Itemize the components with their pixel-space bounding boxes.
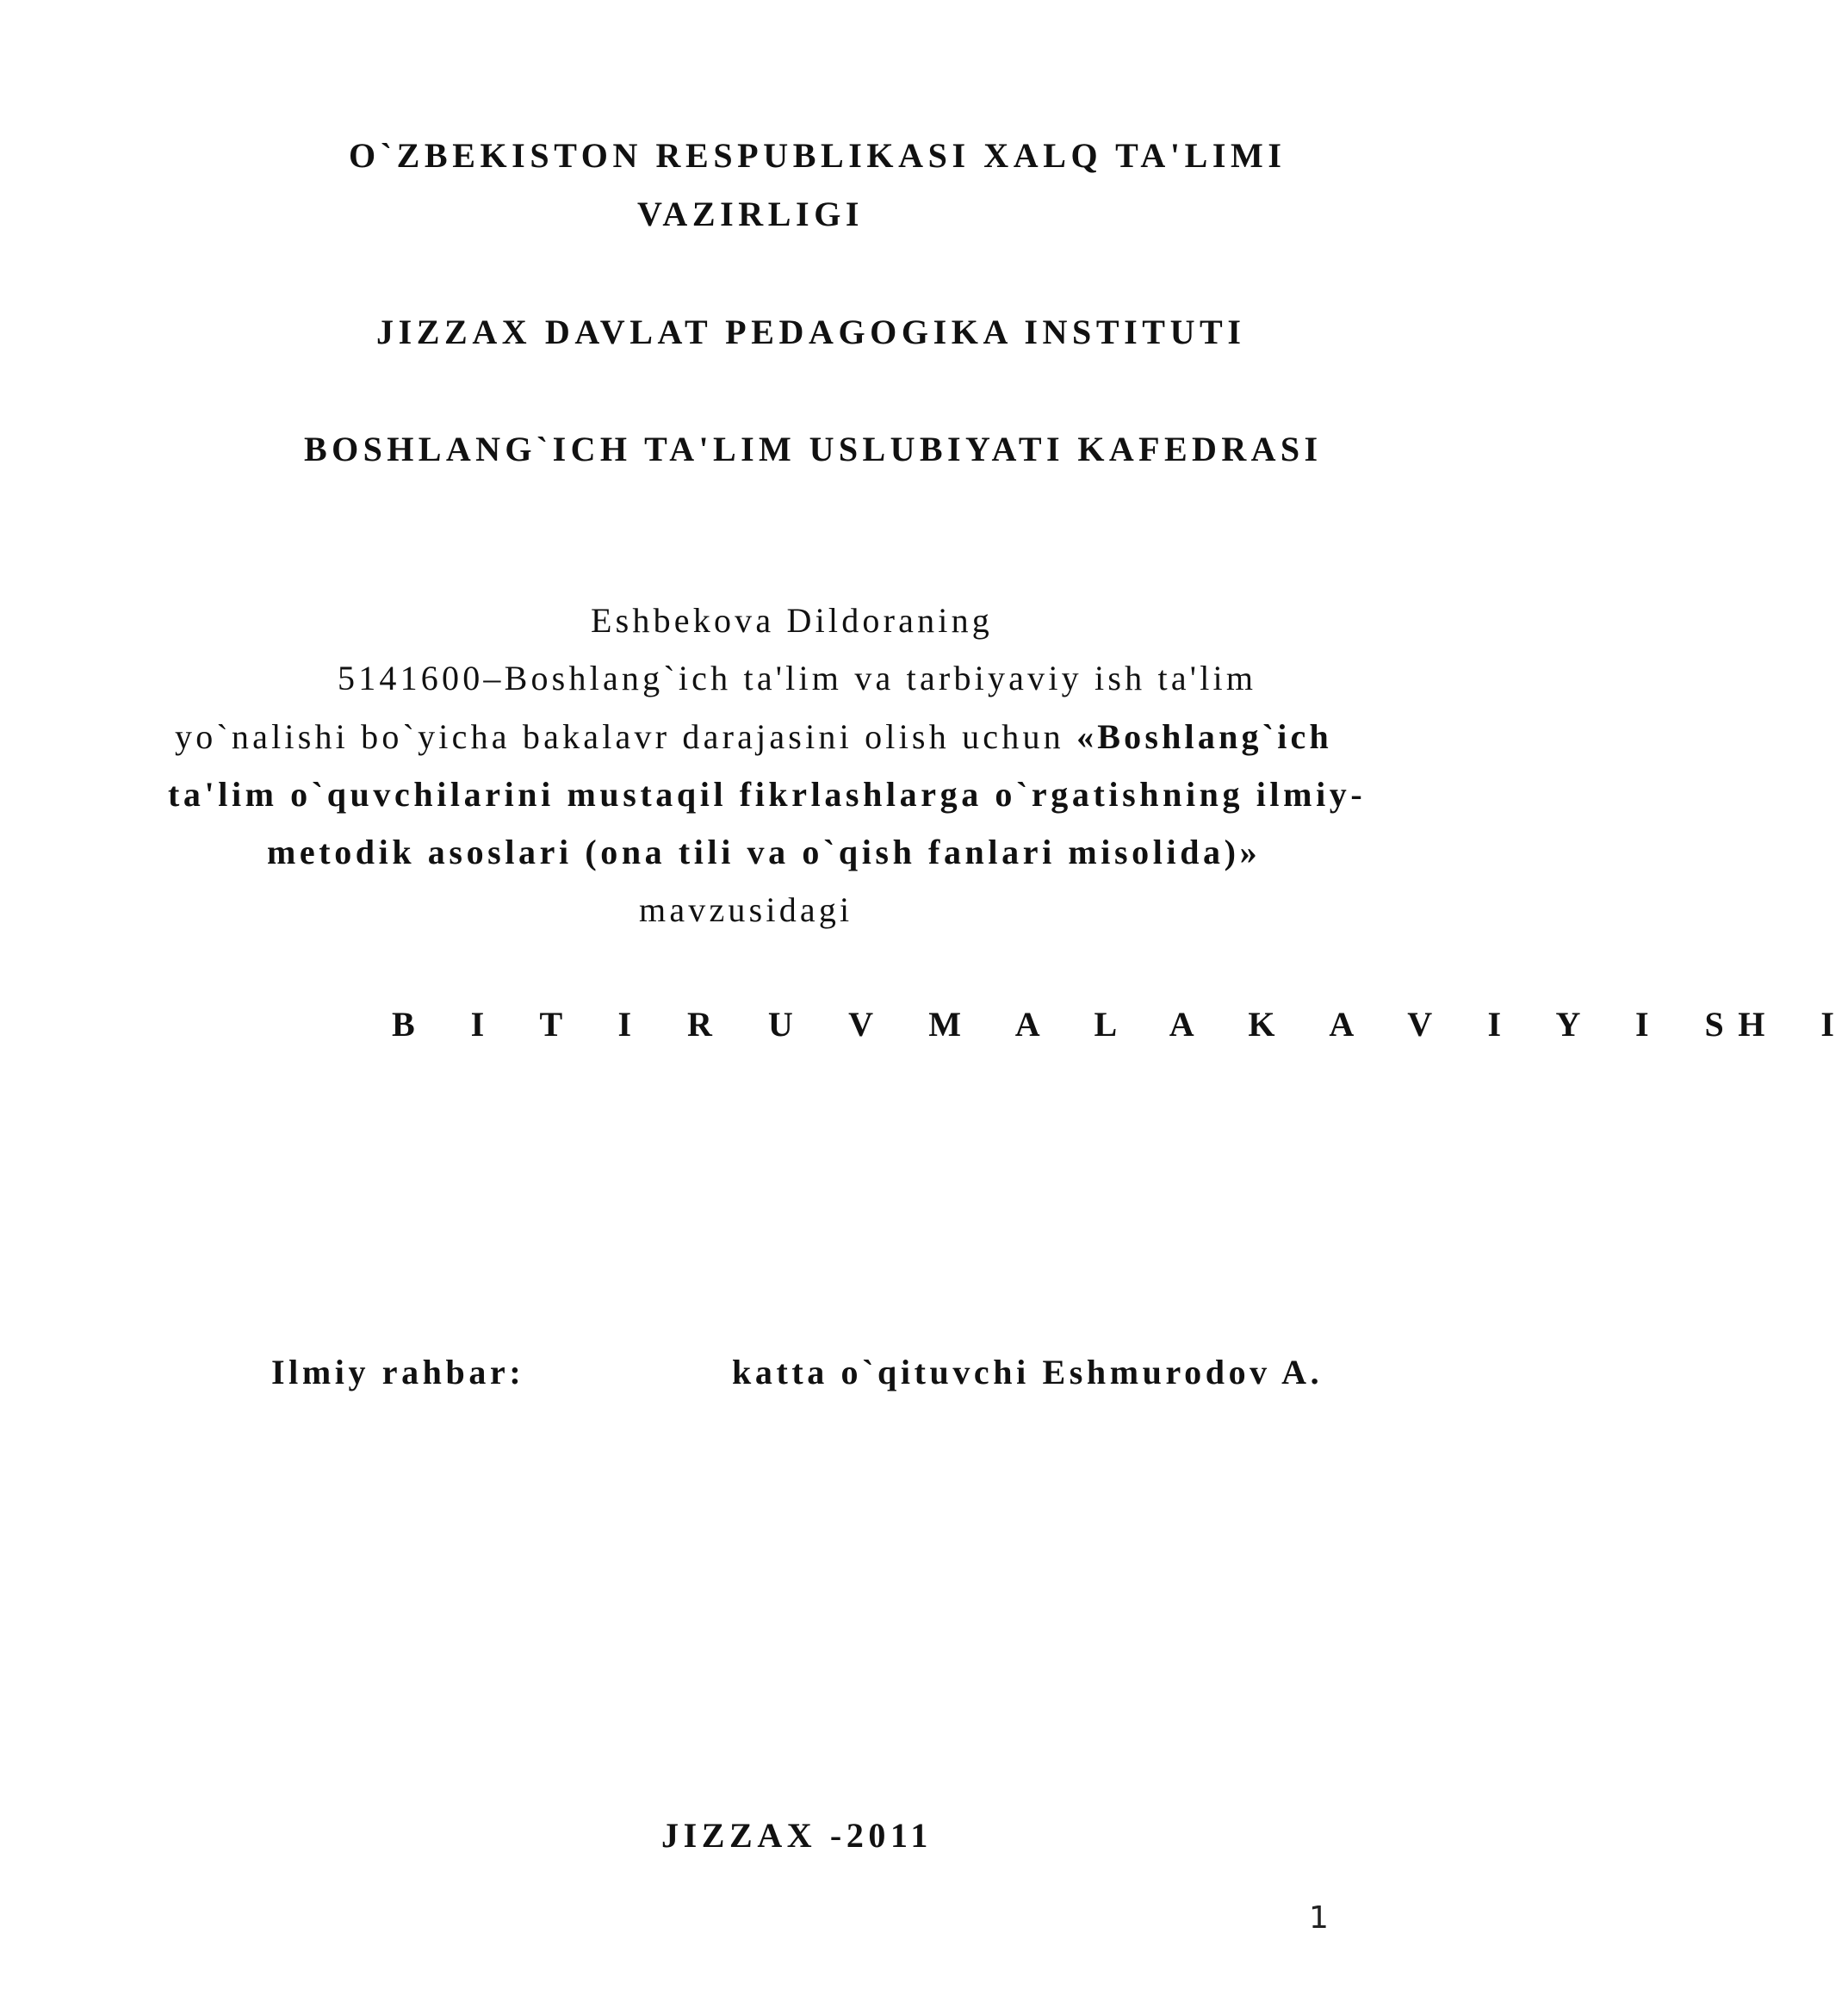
page-number: 1: [1309, 1900, 1329, 1936]
thesis-topic-line2: ta'lim o`quvchilarini mustaqil fikrlashlarga o`rgatishning ilmiy-: [168, 775, 1367, 814]
specialty-line2: [175, 716, 1332, 758]
institute-name: JIZZAX DAVLAT PEDAGOGIKA INSTITUTI: [376, 313, 1246, 351]
adviser-label: Ilmiy rahbar:: [271, 1353, 525, 1391]
work-type-heading: B I T I R U V M A L A K A V I Y I SH I: [392, 1005, 1848, 1044]
specialty-line2-text: yo`nalishi bo`yicha bakalavr darajasini olish uchun: [175, 717, 1077, 756]
specialty-line1: 5141600–Boshlang`ich ta'lim va tarbiyaviy ish ta'lim: [338, 659, 1257, 697]
city-year: JIZZAX -2011: [661, 1816, 933, 1855]
adviser-name: katta o`qituvchi Eshmurodov A.: [732, 1353, 1324, 1391]
thesis-topic-line1: «Boshlang`ich: [1076, 717, 1332, 756]
department-name: BOSHLANG`ICH TA'LIM USLUBIYATI KAFEDRASI: [304, 430, 1323, 468]
ministry-title-line1: O`ZBEKISTON RESPUBLIKASI XALQ TA'LIMI: [349, 136, 1287, 175]
author-name: Eshbekova Dildoraning: [591, 601, 994, 640]
thesis-topic-line3: metodik asoslari (ona tili va o`qish fanlari misolida)»: [267, 833, 1262, 871]
ministry-title-line2: VAZIRLIGI: [637, 195, 865, 233]
thesis-topic-suffix: mavzusidagi: [639, 890, 853, 929]
